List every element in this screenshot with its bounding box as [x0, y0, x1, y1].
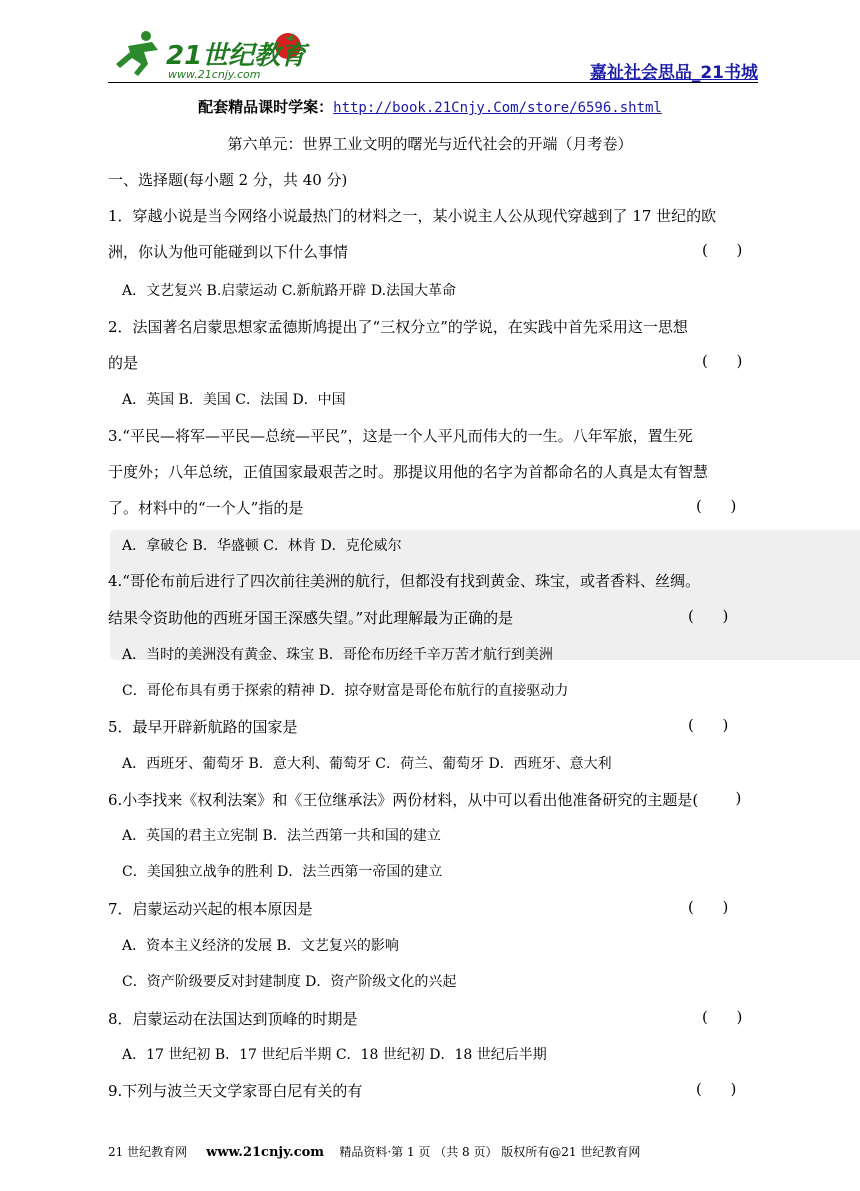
- header-rule: [108, 82, 758, 83]
- answer-blank-8[interactable]: ( ): [702, 1008, 743, 1026]
- logo-url: www.21cnjy.com: [168, 68, 261, 80]
- answer-blank-2[interactable]: ( ): [702, 352, 743, 370]
- question-1-options: A．文艺复兴 B.启蒙运动 C.新航路开辟 D.法国大革命: [122, 283, 457, 299]
- page-header: [108, 28, 758, 82]
- intro-line: [0, 96, 860, 117]
- page-footer: [108, 1143, 640, 1160]
- question-9-line-1: 9.下列与波兰天文学家哥白尼有关的有: [108, 1082, 363, 1100]
- answer-blank-9[interactable]: ( ): [696, 1080, 737, 1098]
- question-4-options-2: C．哥伦布具有勇于探索的精神 D．掠夺财富是哥伦布航行的直接驱动力: [122, 683, 569, 699]
- question-7-line-1: 7．启蒙运动兴起的根本原因是: [108, 900, 313, 918]
- question-6-options-2: C．美国独立战争的胜利 D．法兰西第一帝国的建立: [122, 864, 443, 880]
- question-2-options: A．英国 B．美国 C．法国 D．中国: [122, 392, 346, 408]
- answer-blank-7[interactable]: ( ): [688, 898, 729, 916]
- intro-url-link[interactable]: http://book.21Cnjy.Com/store/6596.shtml: [333, 100, 662, 116]
- footer-right: 精品资料·第 1 页 （共 8 页） 版权所有@21 世纪教育网: [339, 1145, 641, 1159]
- question-4-line-1: 4.“哥伦布前后进行了四次前往美洲的航行，但都没有找到黄金、珠宝，或者香料、丝绸。: [108, 572, 700, 590]
- question-5-options: A．西班牙、葡萄牙 B．意大利、葡萄牙 C．荷兰、葡萄牙 D．西班牙、意大利: [122, 756, 612, 772]
- question-3-options: A．拿破仑 B．华盛顿 C．林肯 D．克伦威尔: [122, 538, 402, 554]
- question-2-line-1: 2．法国著名启蒙思想家孟德斯鸠提出了“三权分立”的学说，在实践中首先采用这一思想: [108, 318, 688, 336]
- section-heading: 一、选择题(每小题 2 分，共 40 分): [108, 171, 348, 189]
- answer-blank-6[interactable]: ): [726, 789, 742, 807]
- question-3-line-3: 了。材料中的“一个人”指的是: [108, 499, 304, 517]
- question-3-line-2: 于度外；八年总统，正值国家最艰苦之时。那提议用他的名字为首都命名的人真是太有智慧: [108, 463, 709, 481]
- answer-blank-1[interactable]: ( ): [702, 241, 743, 259]
- logo-21cnjy: [108, 28, 318, 80]
- question-8-line-1: 8．启蒙运动在法国达到顶峰的时期是: [108, 1010, 358, 1028]
- question-2-line-2: 的是: [108, 354, 139, 372]
- question-3-line-1: 3.“平民—将军—平民—总统—平民”，这是一个人平凡而伟大的一生。八年军旅，置生死: [108, 427, 693, 445]
- brand-link[interactable]: 嘉祉社会思品_21书城: [589, 63, 758, 83]
- question-7-options-1: A．资本主义经济的发展 B．文艺复兴的影响: [122, 938, 399, 954]
- question-4-options-1: A．当时的美洲没有黄金、珠宝 B．哥伦布历经千辛万苦才航行到美洲: [122, 647, 553, 663]
- question-5-line-1: 5．最早开辟新航路的国家是: [108, 718, 298, 736]
- page-title: 第六单元：世界工业文明的曙光与近代社会的开端（月考卷）: [227, 135, 633, 153]
- question-1-line-2: 洲，你认为他可能碰到以下什么事情: [108, 243, 349, 261]
- question-1-line-1: 1．穿越小说是当今网络小说最热门的材料之一，某小说主人公从现代穿越到了 17 世纪的欧: [108, 207, 717, 225]
- answer-blank-3[interactable]: ( ): [696, 497, 737, 515]
- logo-text: 21世纪教育: [166, 41, 307, 71]
- intro-label: 配套精品课时学案：: [198, 98, 334, 116]
- footer-left: 21 世纪教育网: [108, 1145, 188, 1159]
- question-8-options: A．17 世纪初 B．17 世纪后半期 C．18 世纪初 D．18 世纪后半期: [122, 1047, 547, 1063]
- question-6-line-1: 6.小李找来《权利法案》和《王位继承法》两份材料，从中可以看出他准备研究的主题是(: [108, 791, 699, 809]
- question-7-options-2: C．资产阶级要反对封建制度 D．资产阶级文化的兴起: [122, 974, 457, 990]
- answer-blank-5[interactable]: ( ): [688, 716, 729, 734]
- question-6-options-1: A．英国的君主立宪制 B．法兰西第一共和国的建立: [122, 828, 441, 844]
- answer-blank-4[interactable]: ( ): [688, 607, 729, 625]
- footer-site-link[interactable]: www.21cnjy.com: [206, 1145, 325, 1160]
- question-4-line-2: 结果令资助他的西班牙国王深感失望。”对此理解最为正确的是: [108, 609, 514, 627]
